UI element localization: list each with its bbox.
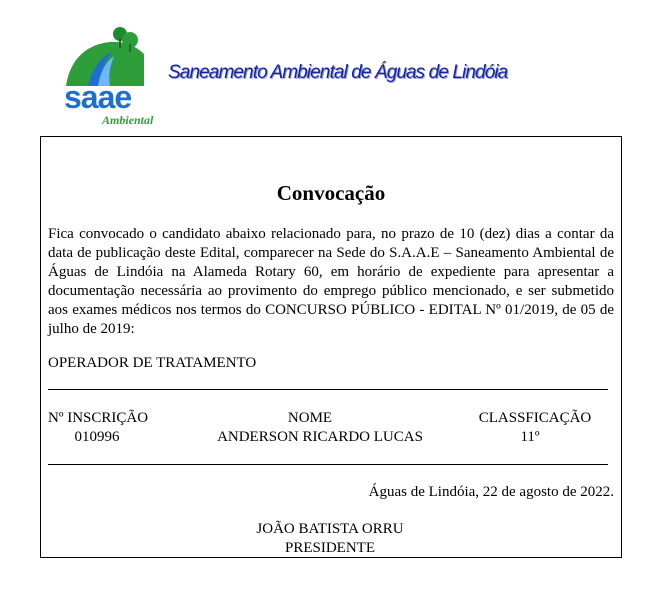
signatory-name: JOÃO BATISTA ORRU [256,521,404,537]
row-inscricao: 010996 [74,429,120,445]
header-classificacao: CLASSFICAÇÃO [478,410,592,426]
notice-body: Fica convocado o candidato abaixo relacionado para, no prazo de 10 (dez) dias a contar da data de publicação deste Edital, comparecer na Sede do S.A.A.E – Saneamento Ambiental de Águas de Lindóia na Alameda Rotary 60, em horário de expediente para apresentar a documentação necessária ao provimento do emprego público mencionado, e ser submetido aos exames médicos nos termos do CONCURSO PÚBLICO - EDITAL Nº 01/2019, de 05 de julho de 2019: [48,226,614,337]
divider-top [48,389,608,390]
job-role: OPERADOR DE TRATAMENTO [48,355,257,371]
logo-wordmark: saae [64,79,132,115]
saae-logo [58,22,164,128]
header-nome: NOME [287,410,333,426]
date-line: Águas de Lindóia, 22 de agosto de 2022. [368,484,614,500]
logo-subtext: Ambiental [102,113,154,127]
row-nome: ANDERSON RICARDO LUCAS [217,429,423,445]
org-name: Saneamento Ambiental de Águas de Lindóia [168,62,508,83]
divider-bottom [48,464,608,465]
header-inscricao: Nº INSCRIÇÃO [48,410,149,426]
row-classificacao: 11º [520,429,540,445]
signatory-role: PRESIDENTE [285,540,375,556]
notice-title: Convocação [276,181,386,205]
